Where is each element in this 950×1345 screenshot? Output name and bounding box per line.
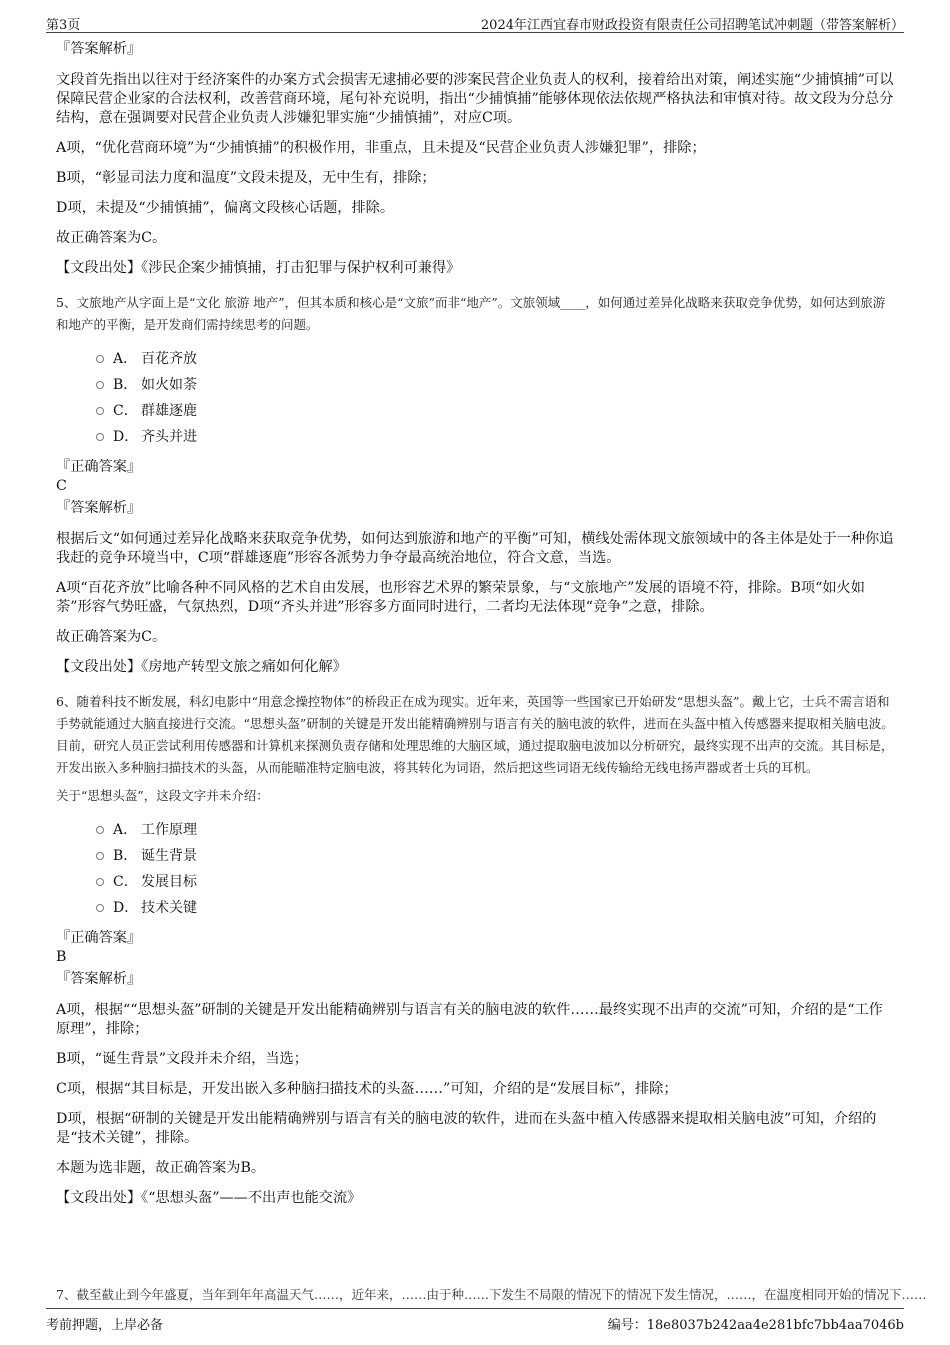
text-source: 【文段出处】《涉民企案少捕慎捕，打击犯罪与保护权利可兼得》 [56, 260, 461, 276]
analysis-paragraph: C项，根据“其目标是，开发出嵌入多种脑扫描技术的头盔……”可知，介绍的是“发展目标”，排除； [56, 1081, 678, 1097]
option-b[interactable]: B． 诞生背景 [96, 843, 894, 869]
radio-icon[interactable] [96, 826, 104, 834]
radio-icon[interactable] [96, 878, 104, 886]
option-a[interactable]: A． 工作原理 [96, 817, 894, 843]
option-b[interactable]: B． 如火如荼 [96, 372, 894, 398]
text-source: 【文段出处】《房地产转型文旅之痛如何化解》 [56, 659, 347, 675]
analysis-conclusion: 故正确答案为C。 [56, 230, 167, 246]
analysis-conclusion: 故正确答案为C。 [56, 629, 167, 645]
analysis-paragraph: D项，未提及“少捕慎捕”，偏离文段核心话题，排除。 [56, 200, 395, 216]
analysis-label: 『答案解析』 [56, 971, 142, 987]
cutoff-next-question: 7、截至截止到今年盛夏，当年到年年高温天气……，近年来，……由于种……下发生不局限的情况下的情况下发生情况，……，在温度相同开始的情况下…… [56, 1287, 927, 1302]
analysis-paragraph: A项，根据““思想头盔”研制的关键是开发出能精确辨别与语言有关的脑电波的软件……最终实现不出声的交流”可知，介绍的是“工作原理”，排除； [56, 1002, 883, 1037]
option-list [96, 817, 894, 921]
footer-slogan: 考前押题，上岸必备 [46, 1318, 164, 1333]
radio-icon[interactable] [96, 904, 104, 912]
analysis-paragraph: B项，“诞生背景”文段并未介绍，当选； [56, 1051, 308, 1067]
radio-icon[interactable] [96, 852, 104, 860]
analysis-paragraph: A项，“优化营商环境”为“少捕慎捕”的积极作用，非重点，且未提及“民营企业负责人涉嫌犯罪”，排除； [56, 140, 706, 156]
correct-answer-label: 『正确答案』 [56, 459, 142, 475]
document-title: 2024年江西宜春市财政投资有限责任公司招聘笔试冲刺题（带答案解析） [480, 18, 904, 33]
question-text: 6、随着科技不断发展，科幻电影中“用意念操控物体”的桥段正在成为现实。近年来，英国等一些国家已开始研发“思想头盔”。戴上它，士兵不需言语和手势就能通过大脑直接进行交流。“思想头盔”研制的关键是开发出能精确辨别与语言有关的脑电波的软件，进而在头盔中植入传感器来提取相关脑电波。目前，研究人员正尝试利用传感器和计算机来探测负责存储和处理思维的大脑区域，通过提取脑电波加以分析研究，最终实现不出声的交流。其目标是，开发出嵌入多种脑扫描技术的头盔，从而能瞄准特定脑电波，将其转化为词语，然后把这些词语无线传输给无线电扬声器或者士兵的耳机。 [56, 694, 894, 775]
option-d[interactable]: D． 齐头并进 [96, 424, 894, 450]
correct-answer: C [56, 478, 67, 494]
option-d[interactable]: D． 技术关键 [96, 895, 894, 921]
radio-icon[interactable] [96, 381, 104, 389]
text-source: 【文段出处】《“思想头盔”——不出声也能交流》 [56, 1190, 362, 1206]
page-content [56, 40, 894, 1222]
option-a[interactable]: A． 百花齐放 [96, 346, 894, 372]
radio-icon[interactable] [96, 355, 104, 363]
page-footer [46, 1308, 904, 1331]
option-c[interactable]: C． 群雄逐鹿 [96, 398, 894, 424]
radio-icon[interactable] [96, 433, 104, 441]
page-number: 第3页 [46, 18, 81, 33]
analysis-paragraph: 根据后文“如何通过差异化战略来获取竞争优势，如何达到旅游和地产的平衡”可知，横线处需体现文旅领域中的各主体是处于一种你追我赶的竞争环境当中，C项“群雄逐鹿”形容各派势力争夺最高统治地位，符合文意，当选。 [56, 531, 894, 566]
question-stem: 关于“思想头盔”，这段文字并未介绍： [56, 788, 269, 803]
analysis-conclusion: 本题为选非题，故正确答案为B。 [56, 1160, 266, 1176]
document-id: 编号：18e8037b242aa4e281bfc7bb4aa7046b [607, 1318, 904, 1333]
correct-answer: B [56, 949, 67, 965]
option-c[interactable]: C． 发展目标 [96, 869, 894, 895]
question-text: 5、文旅地产从字面上是“文化 旅游 地产”，但其本质和核心是“文旅”而非“地产”。文旅领域____，如何通过差异化战略来获取竞争优势，如何达到旅游和地产的平衡，是开发商们需持续思考的问题。 [56, 295, 886, 332]
correct-answer-label: 『正确答案』 [56, 930, 142, 946]
analysis-paragraph: D项，根据“研制的关键是开发出能精确辨别与语言有关的脑电波的软件，进而在头盔中植入传感器来提取相关脑电波”可知，介绍的是“技术关键”，排除。 [56, 1111, 877, 1146]
analysis-label: 『答案解析』 [56, 41, 142, 57]
analysis-label: 『答案解析』 [56, 500, 142, 516]
analysis-paragraph: B项，“彰显司法力度和温度”文段未提及，无中生有，排除； [56, 170, 436, 186]
analysis-paragraph: 文段首先指出以往对于经济案件的办案方式会损害无逮捕必要的涉案民营企业负责人的权利，接着给出对策，阐述实施“少捕慎捕”可以保障民营企业家的合法权利，改善营商环境，尾句补充说明，指出“少捕慎捕”能够体现依法依规严格执法和审慎对待。故文段为分总分结构，意在强调要对民营企业负责人涉嫌犯罪实施“少捕慎捕”，对应C项。 [56, 72, 894, 126]
radio-icon[interactable] [96, 407, 104, 415]
option-list [96, 346, 894, 450]
analysis-paragraph: A项“百花齐放”比喻各种不同风格的艺术自由发展，也形容艺术界的繁荣景象，与“文旅地产”发展的语境不符，排除。B项“如火如荼”形容气势旺盛，气氛热烈，D项“齐头并进”形容多方面同时进行，二者均无法体现“竞争”之意，排除。 [56, 580, 865, 615]
page-header [46, 10, 904, 33]
